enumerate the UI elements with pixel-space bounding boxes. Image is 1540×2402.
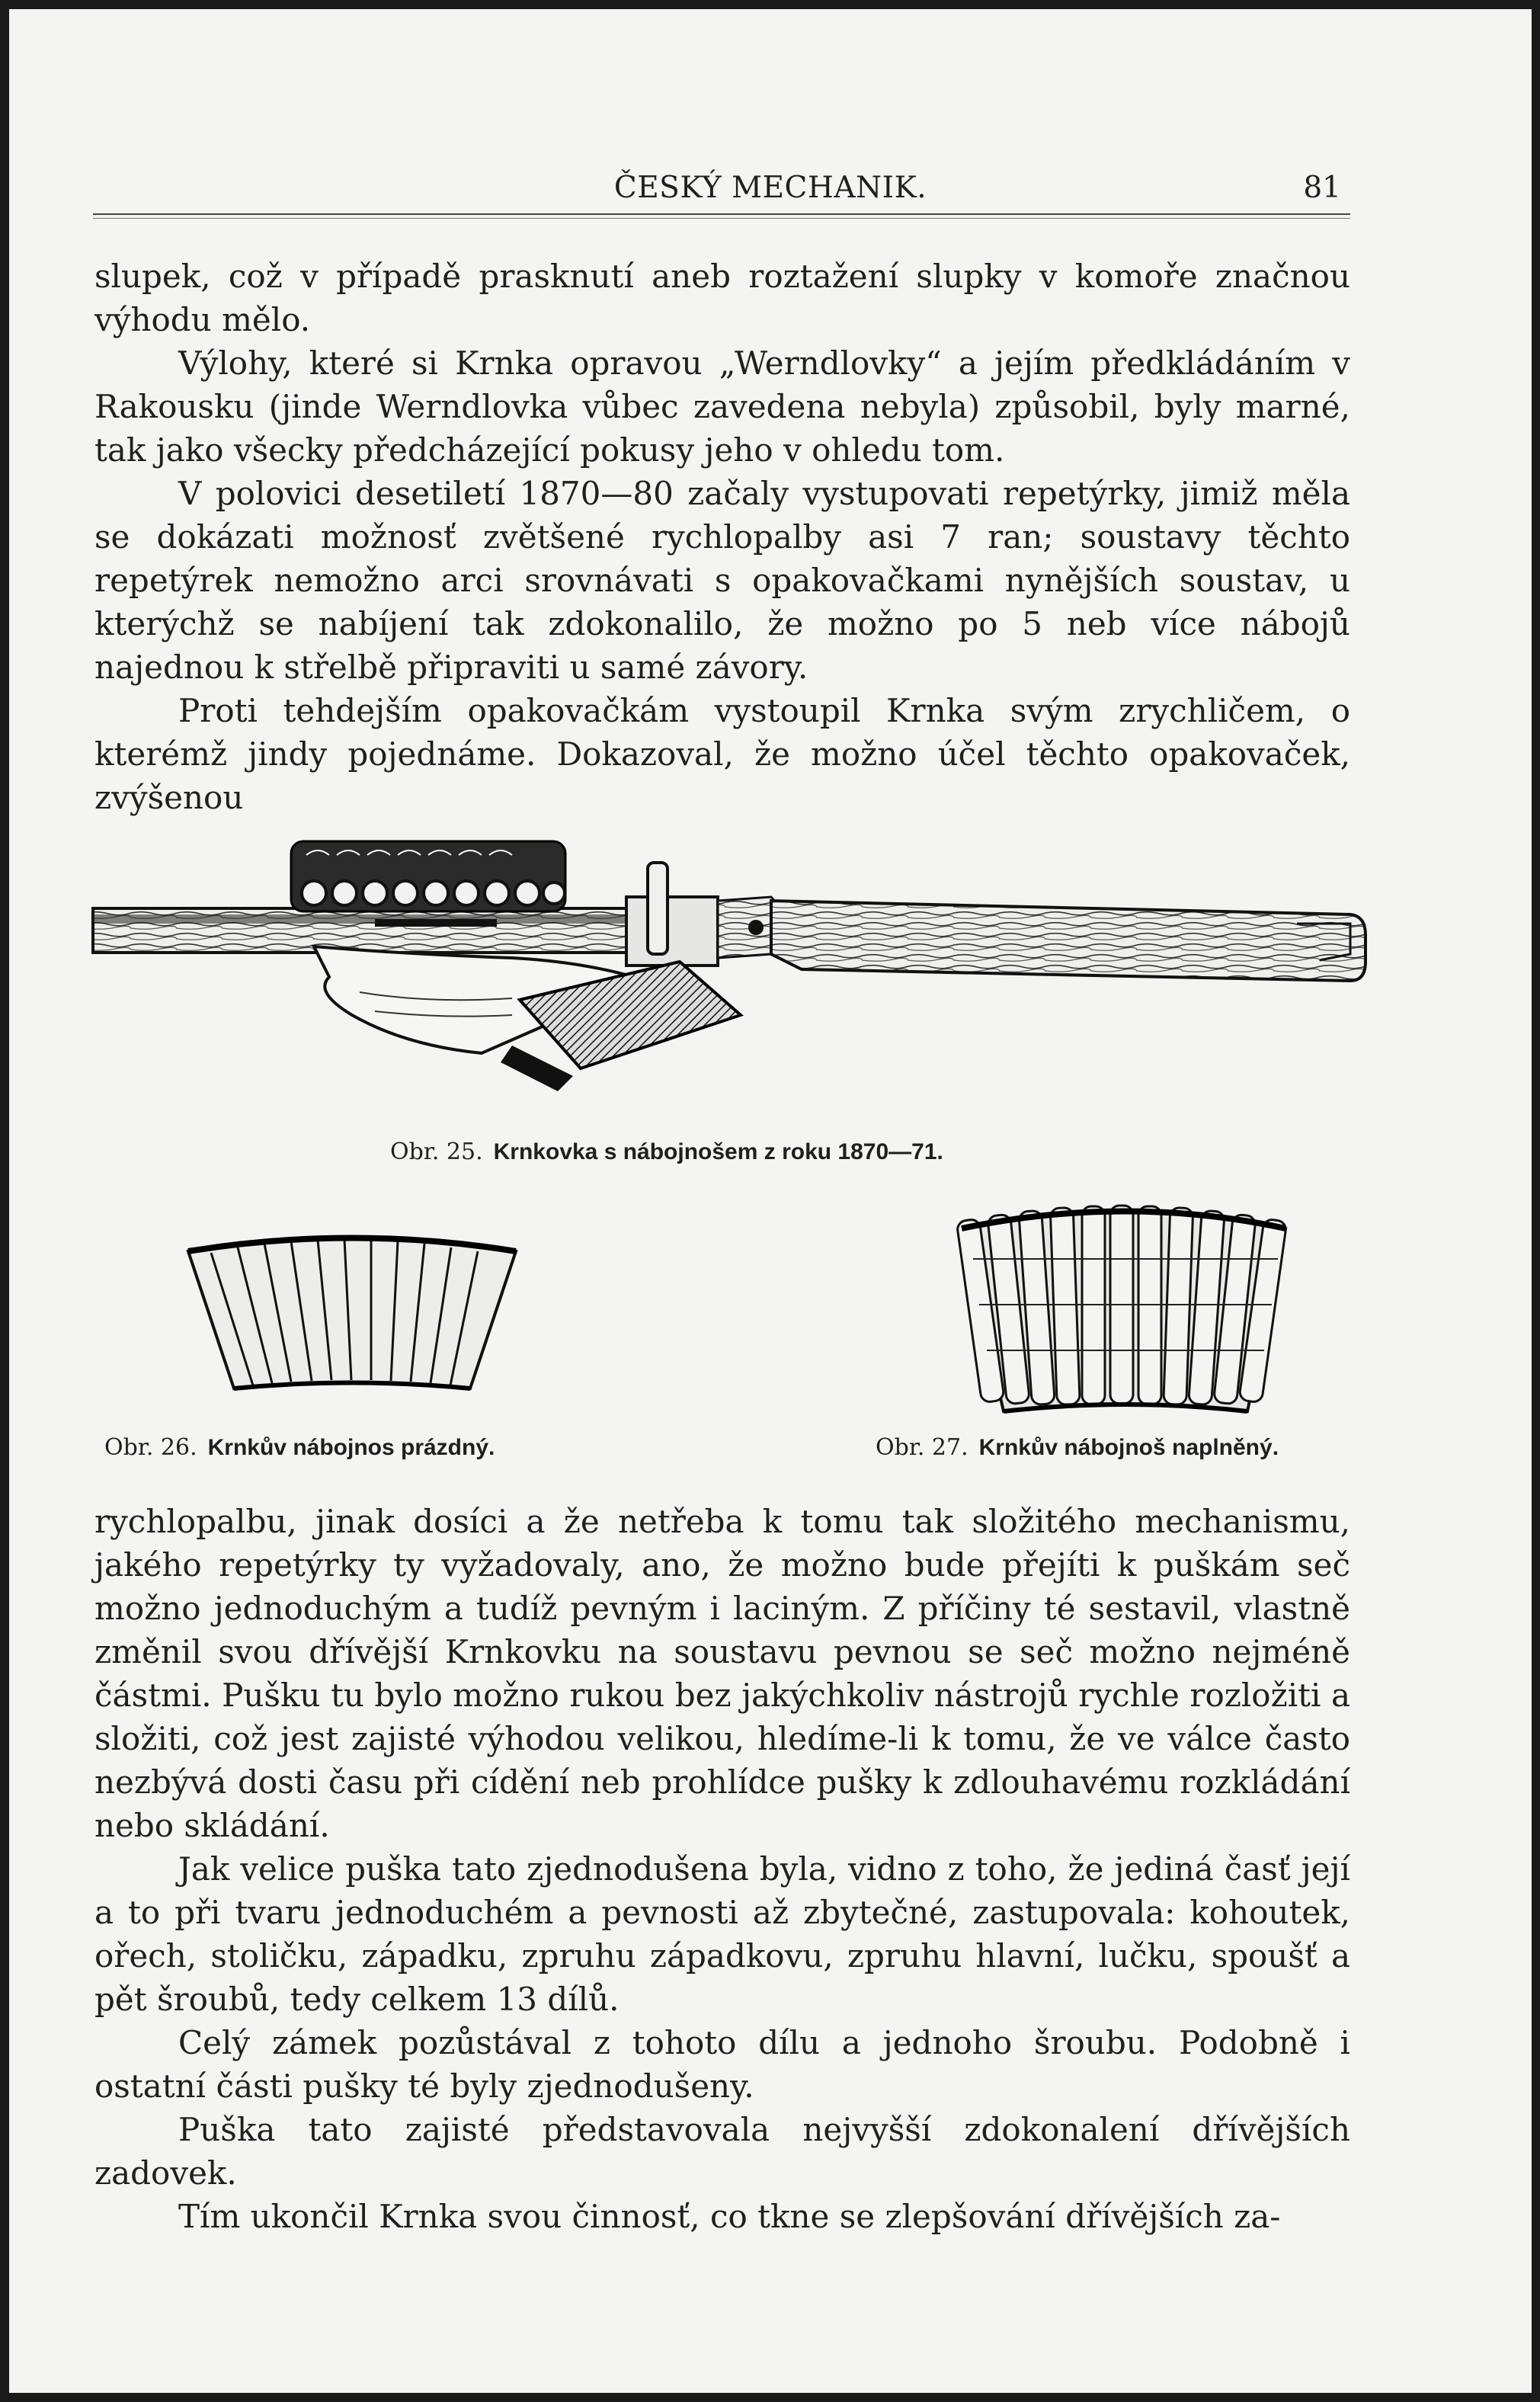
rifle-receiver: [626, 897, 718, 966]
figure-area: [9, 825, 1532, 1495]
paragraph: rychlopalbu, jinak dosíci a že netřeba k tomu tak složitého mechanismu, jakého repetýrky ty vyžadovaly, ano, že možno bude přejíti k puškám seč možno jednoduchým a tudíž pevným i laciným. Z příčiny té sestavil, vlastně změnil svou dřívější Krnkovku na soustavu pevnou se seč možno nejméně částmi. Pušku tu bylo možno rukou bez jakýchkoliv nástrojů rychle rozložiti a složiti, což jest zajisté výhodou velikou, hledíme-li k tomu, že ve válce často nezbývá dosti času při cídění neb prohlídce pušky k zdlouhavému rozkládání nebo skládání.: [94, 1503, 1350, 1844]
rifle-stock: [771, 901, 1366, 981]
paragraph: slupek, což v případě prasknutí aneb roztažení slupky v komoře značnou výhodu mělo.: [94, 258, 1350, 338]
figure-27-number: Obr. 27.: [876, 1434, 969, 1461]
paragraph: Puška tato zajisté představovala nejvyšší zdokonalení dřívějších zadovek.: [94, 2111, 1350, 2192]
page-number: 81: [1303, 171, 1341, 205]
figure-25-caption: [390, 1139, 943, 1165]
filled-cartridge-holder-illustration: [958, 1198, 1293, 1419]
empty-cartridge-holder-illustration: [181, 1236, 523, 1404]
figure-26-caption: [104, 1434, 495, 1461]
cartridge-row: [291, 841, 565, 911]
paragraph: Tím ukončil Krnka svou činnosť, co tkne se zlepšování dřívějších za-: [178, 2198, 1281, 2235]
paragraph: Proti tehdejším opakovačkám vystoupil Krnka svým zrychličem, o kterémž jindy pojednáme. Dokazoval, že možno účel těchto opakovaček, zvýšenou: [94, 692, 1350, 816]
rifle-illustration: [85, 825, 1381, 1145]
figure-25-title: Krnkovka s nábojnošem z roku 1870—71.: [493, 1139, 943, 1164]
figure-27-title: Krnkův nábojnoš naplněný.: [978, 1435, 1279, 1460]
header-rule: [93, 213, 1350, 219]
paragraph: Výlohy, které si Krnka opravou „Werndlovky“ a jejím předkládáním v Rakousku (jinde Werndlovka vůbec zavedena nebyla) způsobil, byly marné, tak jako všecky předcházející pokusy jeho v ohledu tom.: [94, 344, 1350, 469]
figure-26-number: Obr. 26.: [104, 1434, 197, 1461]
text-block-top: [94, 255, 1350, 819]
text-block-bottom: [94, 1500, 1350, 2238]
figure-26-title: Krnkův nábojnos prázdný.: [207, 1435, 495, 1460]
paragraph: Jak velice puška tato zjednodušena byla, vidno z toho, že jediná časť její a to při tvaru jednoduchém a pevnosti až zbytečné, zastupovala: kohoutek, ořech, stoličku, západku, zpruhu západkovu, zpruhu hlavní, lučku, spoušť a pět šroubů, tedy celkem 13 dílů.: [94, 1850, 1350, 2018]
paragraph: Celý zámek pozůstával z tohoto dílu a jednoho šroubu. Podobně i ostatní části pušky té byly zjednodušeny.: [94, 2024, 1350, 2105]
running-title: ČESKÝ MECHANIK.: [613, 171, 927, 205]
figure-25-number: Obr. 25.: [390, 1139, 483, 1165]
book-page: [9, 9, 1532, 2393]
paragraph: V polovici desetiletí 1870—80 začaly vystupovati repetýrky, jimiž měla se dokázati možnosť zvětšené rychlopalby asi 7 ran; soustavy těchto repetýrek nemožno arci srovnávati s opakovačkami nynějších soustav, u kterýchž se nabíjení tak zdokonalilo, že možno po 5 neb více nábojů najednou k střelbě připraviti u samé závory.: [94, 475, 1350, 686]
figure-27-caption: [876, 1434, 1279, 1461]
